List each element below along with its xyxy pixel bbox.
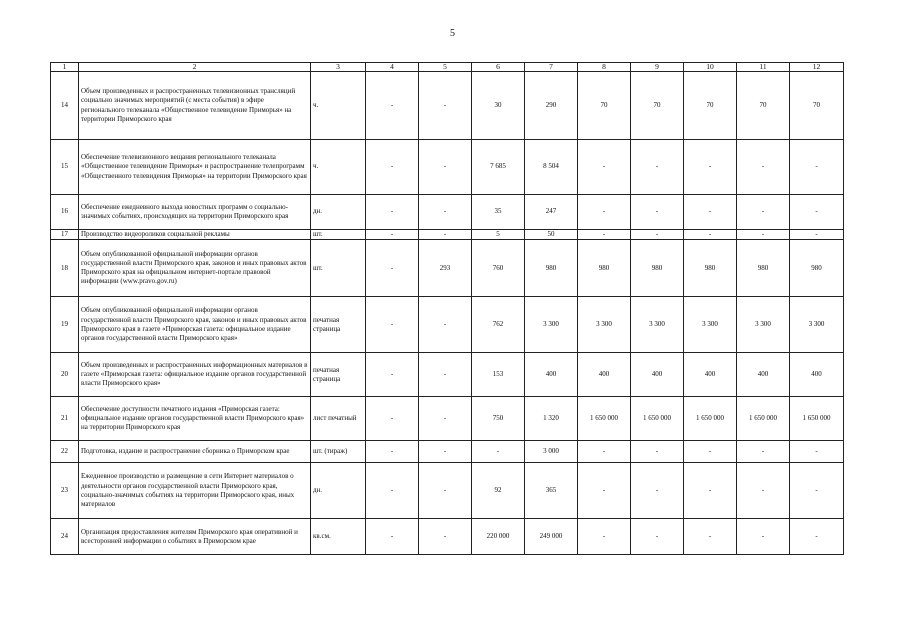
value-cell: 1 650 000 <box>684 397 737 441</box>
value-cell: - <box>684 519 737 555</box>
header-cell: 10 <box>684 63 737 72</box>
value-cell: 400 <box>631 353 684 397</box>
value-cell: - <box>419 195 472 230</box>
value-cell: 247 <box>525 195 578 230</box>
value-cell: - <box>737 463 790 519</box>
header-cell: 8 <box>578 63 631 72</box>
header-cell: 1 <box>51 63 79 72</box>
value-cell: - <box>737 140 790 195</box>
table-row <box>51 72 844 140</box>
value-cell: - <box>419 72 472 140</box>
table-row <box>51 441 844 463</box>
value-cell: 70 <box>684 72 737 140</box>
value-cell: 400 <box>684 353 737 397</box>
indicator-name: Объем опубликованной официальной информации органов государственной власти Приморского края, законов и иных правовых актов Приморского края на официальном интернет-портале правовой информации (www.pravo.gov.ru) <box>79 240 311 297</box>
value-cell: - <box>578 463 631 519</box>
value-cell: - <box>578 230 631 240</box>
value-cell: 290 <box>525 72 578 140</box>
value-cell: - <box>419 297 472 353</box>
value-cell: - <box>419 519 472 555</box>
value-cell: - <box>684 441 737 463</box>
unit-cell: печатная страница <box>311 353 366 397</box>
value-cell: - <box>578 140 631 195</box>
value-cell: - <box>790 195 844 230</box>
value-cell: - <box>790 140 844 195</box>
value-cell: 92 <box>472 463 525 519</box>
value-cell: - <box>790 230 844 240</box>
value-cell: 153 <box>472 353 525 397</box>
indicator-name: Объем опубликованной официальной информации органов государственной власти Приморского края, законов и иных правовых актов Приморского края в газете «Приморская газета: официальное издание органов государственной власти Приморского края» <box>79 297 311 353</box>
unit-cell: лист печатный <box>311 397 366 441</box>
value-cell: - <box>684 230 737 240</box>
value-cell: - <box>737 519 790 555</box>
header-cell: 4 <box>366 63 419 72</box>
unit-cell: шт. <box>311 240 366 297</box>
value-cell: - <box>684 140 737 195</box>
row-number: 18 <box>51 240 79 297</box>
value-cell: - <box>631 230 684 240</box>
indicator-name: Организация предоставления жителям Приморского края оперативной и всесторонней информации о событиях в Приморском крае <box>79 519 311 555</box>
table-row <box>51 140 844 195</box>
unit-cell: шт. (тираж) <box>311 441 366 463</box>
value-cell: - <box>366 441 419 463</box>
value-cell: - <box>366 397 419 441</box>
header-cell: 5 <box>419 63 472 72</box>
value-cell: 7 685 <box>472 140 525 195</box>
indicator-name: Ежедневное производство и размещение в сети Интернет материалов о деятельности органов государственной власти Приморского края, социально-значимых событиях на территории Приморского края, иных материалов <box>79 463 311 519</box>
indicator-name: Обеспечение телевизионного вещания регионального телеканала «Общественное телевидение Приморья» и распространение телепрограмм «Общественного телевидения Приморья» на территории Приморского края <box>79 140 311 195</box>
header-cell: 11 <box>737 63 790 72</box>
value-cell: 3 000 <box>525 441 578 463</box>
value-cell: - <box>419 397 472 441</box>
value-cell: 760 <box>472 240 525 297</box>
row-number: 24 <box>51 519 79 555</box>
value-cell: 1 320 <box>525 397 578 441</box>
value-cell: - <box>790 519 844 555</box>
page-number: 5 <box>450 28 455 39</box>
row-number: 16 <box>51 195 79 230</box>
row-number: 20 <box>51 353 79 397</box>
value-cell: 3 300 <box>684 297 737 353</box>
value-cell: - <box>419 353 472 397</box>
value-cell: - <box>419 140 472 195</box>
header-cell: 3 <box>311 63 366 72</box>
value-cell: - <box>366 72 419 140</box>
indicator-name: Подготовка, издание и распространение сборника о Приморском крае <box>79 441 311 463</box>
value-cell: 5 <box>472 230 525 240</box>
value-cell: - <box>419 230 472 240</box>
table-header-row <box>51 63 844 72</box>
value-cell: 980 <box>737 240 790 297</box>
value-cell: - <box>684 463 737 519</box>
table-row <box>51 519 844 555</box>
value-cell: 249 000 <box>525 519 578 555</box>
indicator-name: Обеспечение доступности печатного издания «Приморская газета: официальное издание органов государственной власти Приморского края» на территории Приморского края <box>79 397 311 441</box>
value-cell: 1 650 000 <box>737 397 790 441</box>
row-number: 22 <box>51 441 79 463</box>
value-cell: 980 <box>631 240 684 297</box>
table-row <box>51 463 844 519</box>
value-cell: 3 300 <box>525 297 578 353</box>
unit-cell: ч. <box>311 72 366 140</box>
row-number: 19 <box>51 297 79 353</box>
value-cell: 3 300 <box>631 297 684 353</box>
value-cell: 70 <box>578 72 631 140</box>
unit-cell: ч. <box>311 140 366 195</box>
indicator-name: Объем произведенных и распространенных информационных материалов в газете «Приморская газета: официальное издание органов государственной власти Приморского края» <box>79 353 311 397</box>
value-cell: 1 650 000 <box>790 397 844 441</box>
table-row <box>51 195 844 230</box>
unit-cell: шт. <box>311 230 366 240</box>
value-cell: - <box>472 441 525 463</box>
value-cell: - <box>790 441 844 463</box>
value-cell: 1 650 000 <box>631 397 684 441</box>
value-cell: - <box>366 519 419 555</box>
value-cell: 762 <box>472 297 525 353</box>
header-cell: 2 <box>79 63 311 72</box>
row-number: 14 <box>51 72 79 140</box>
unit-cell: печатная страница <box>311 297 366 353</box>
value-cell: - <box>578 195 631 230</box>
value-cell: 8 504 <box>525 140 578 195</box>
value-cell: - <box>790 463 844 519</box>
indicator-name: Объем произведенных и распространенных телевизионных трансляций социально значимых мероприятий (с места события) в эфире регионального телеканала «Общественное телевидение Приморья» на территории Приморского края <box>79 72 311 140</box>
row-number: 21 <box>51 397 79 441</box>
indicators-table <box>50 62 844 555</box>
value-cell: - <box>631 195 684 230</box>
value-cell: - <box>419 441 472 463</box>
value-cell: - <box>631 519 684 555</box>
indicator-name: Обеспечение ежедневного выхода новостных программ о социально-значимых событиях, происходящих на территории Приморского края <box>79 195 311 230</box>
value-cell: 365 <box>525 463 578 519</box>
value-cell: - <box>631 140 684 195</box>
value-cell: 980 <box>790 240 844 297</box>
value-cell: 1 650 000 <box>578 397 631 441</box>
value-cell: 30 <box>472 72 525 140</box>
value-cell: - <box>737 230 790 240</box>
value-cell: - <box>631 441 684 463</box>
value-cell: - <box>366 353 419 397</box>
value-cell: 3 300 <box>790 297 844 353</box>
value-cell: 400 <box>790 353 844 397</box>
header-cell: 9 <box>631 63 684 72</box>
table-row <box>51 230 844 240</box>
unit-cell: дн. <box>311 463 366 519</box>
value-cell: - <box>366 297 419 353</box>
value-cell: 70 <box>631 72 684 140</box>
header-cell: 7 <box>525 63 578 72</box>
header-cell: 6 <box>472 63 525 72</box>
value-cell: 400 <box>737 353 790 397</box>
table-row <box>51 353 844 397</box>
value-cell: - <box>419 463 472 519</box>
unit-cell: дн. <box>311 195 366 230</box>
header-cell: 12 <box>790 63 844 72</box>
value-cell: 980 <box>684 240 737 297</box>
value-cell: - <box>366 195 419 230</box>
value-cell: 35 <box>472 195 525 230</box>
value-cell: 70 <box>737 72 790 140</box>
value-cell: - <box>366 240 419 297</box>
value-cell: 980 <box>525 240 578 297</box>
value-cell: 980 <box>578 240 631 297</box>
value-cell: - <box>631 463 684 519</box>
value-cell: 220 000 <box>472 519 525 555</box>
value-cell: - <box>578 519 631 555</box>
value-cell: - <box>366 140 419 195</box>
value-cell: - <box>366 230 419 240</box>
value-cell: 50 <box>525 230 578 240</box>
value-cell: 750 <box>472 397 525 441</box>
indicator-name: Производство видеороликов социальной рекламы <box>79 230 311 240</box>
table-row <box>51 240 844 297</box>
row-number: 23 <box>51 463 79 519</box>
unit-cell: кв.см. <box>311 519 366 555</box>
value-cell: - <box>366 463 419 519</box>
value-cell: 400 <box>578 353 631 397</box>
value-cell: 70 <box>790 72 844 140</box>
value-cell: - <box>737 441 790 463</box>
value-cell: 3 300 <box>737 297 790 353</box>
value-cell: - <box>684 195 737 230</box>
table-row <box>51 397 844 441</box>
value-cell: - <box>737 195 790 230</box>
value-cell: 400 <box>525 353 578 397</box>
value-cell: 3 300 <box>578 297 631 353</box>
value-cell: 293 <box>419 240 472 297</box>
row-number: 17 <box>51 230 79 240</box>
row-number: 15 <box>51 140 79 195</box>
table-row <box>51 297 844 353</box>
value-cell: - <box>578 441 631 463</box>
